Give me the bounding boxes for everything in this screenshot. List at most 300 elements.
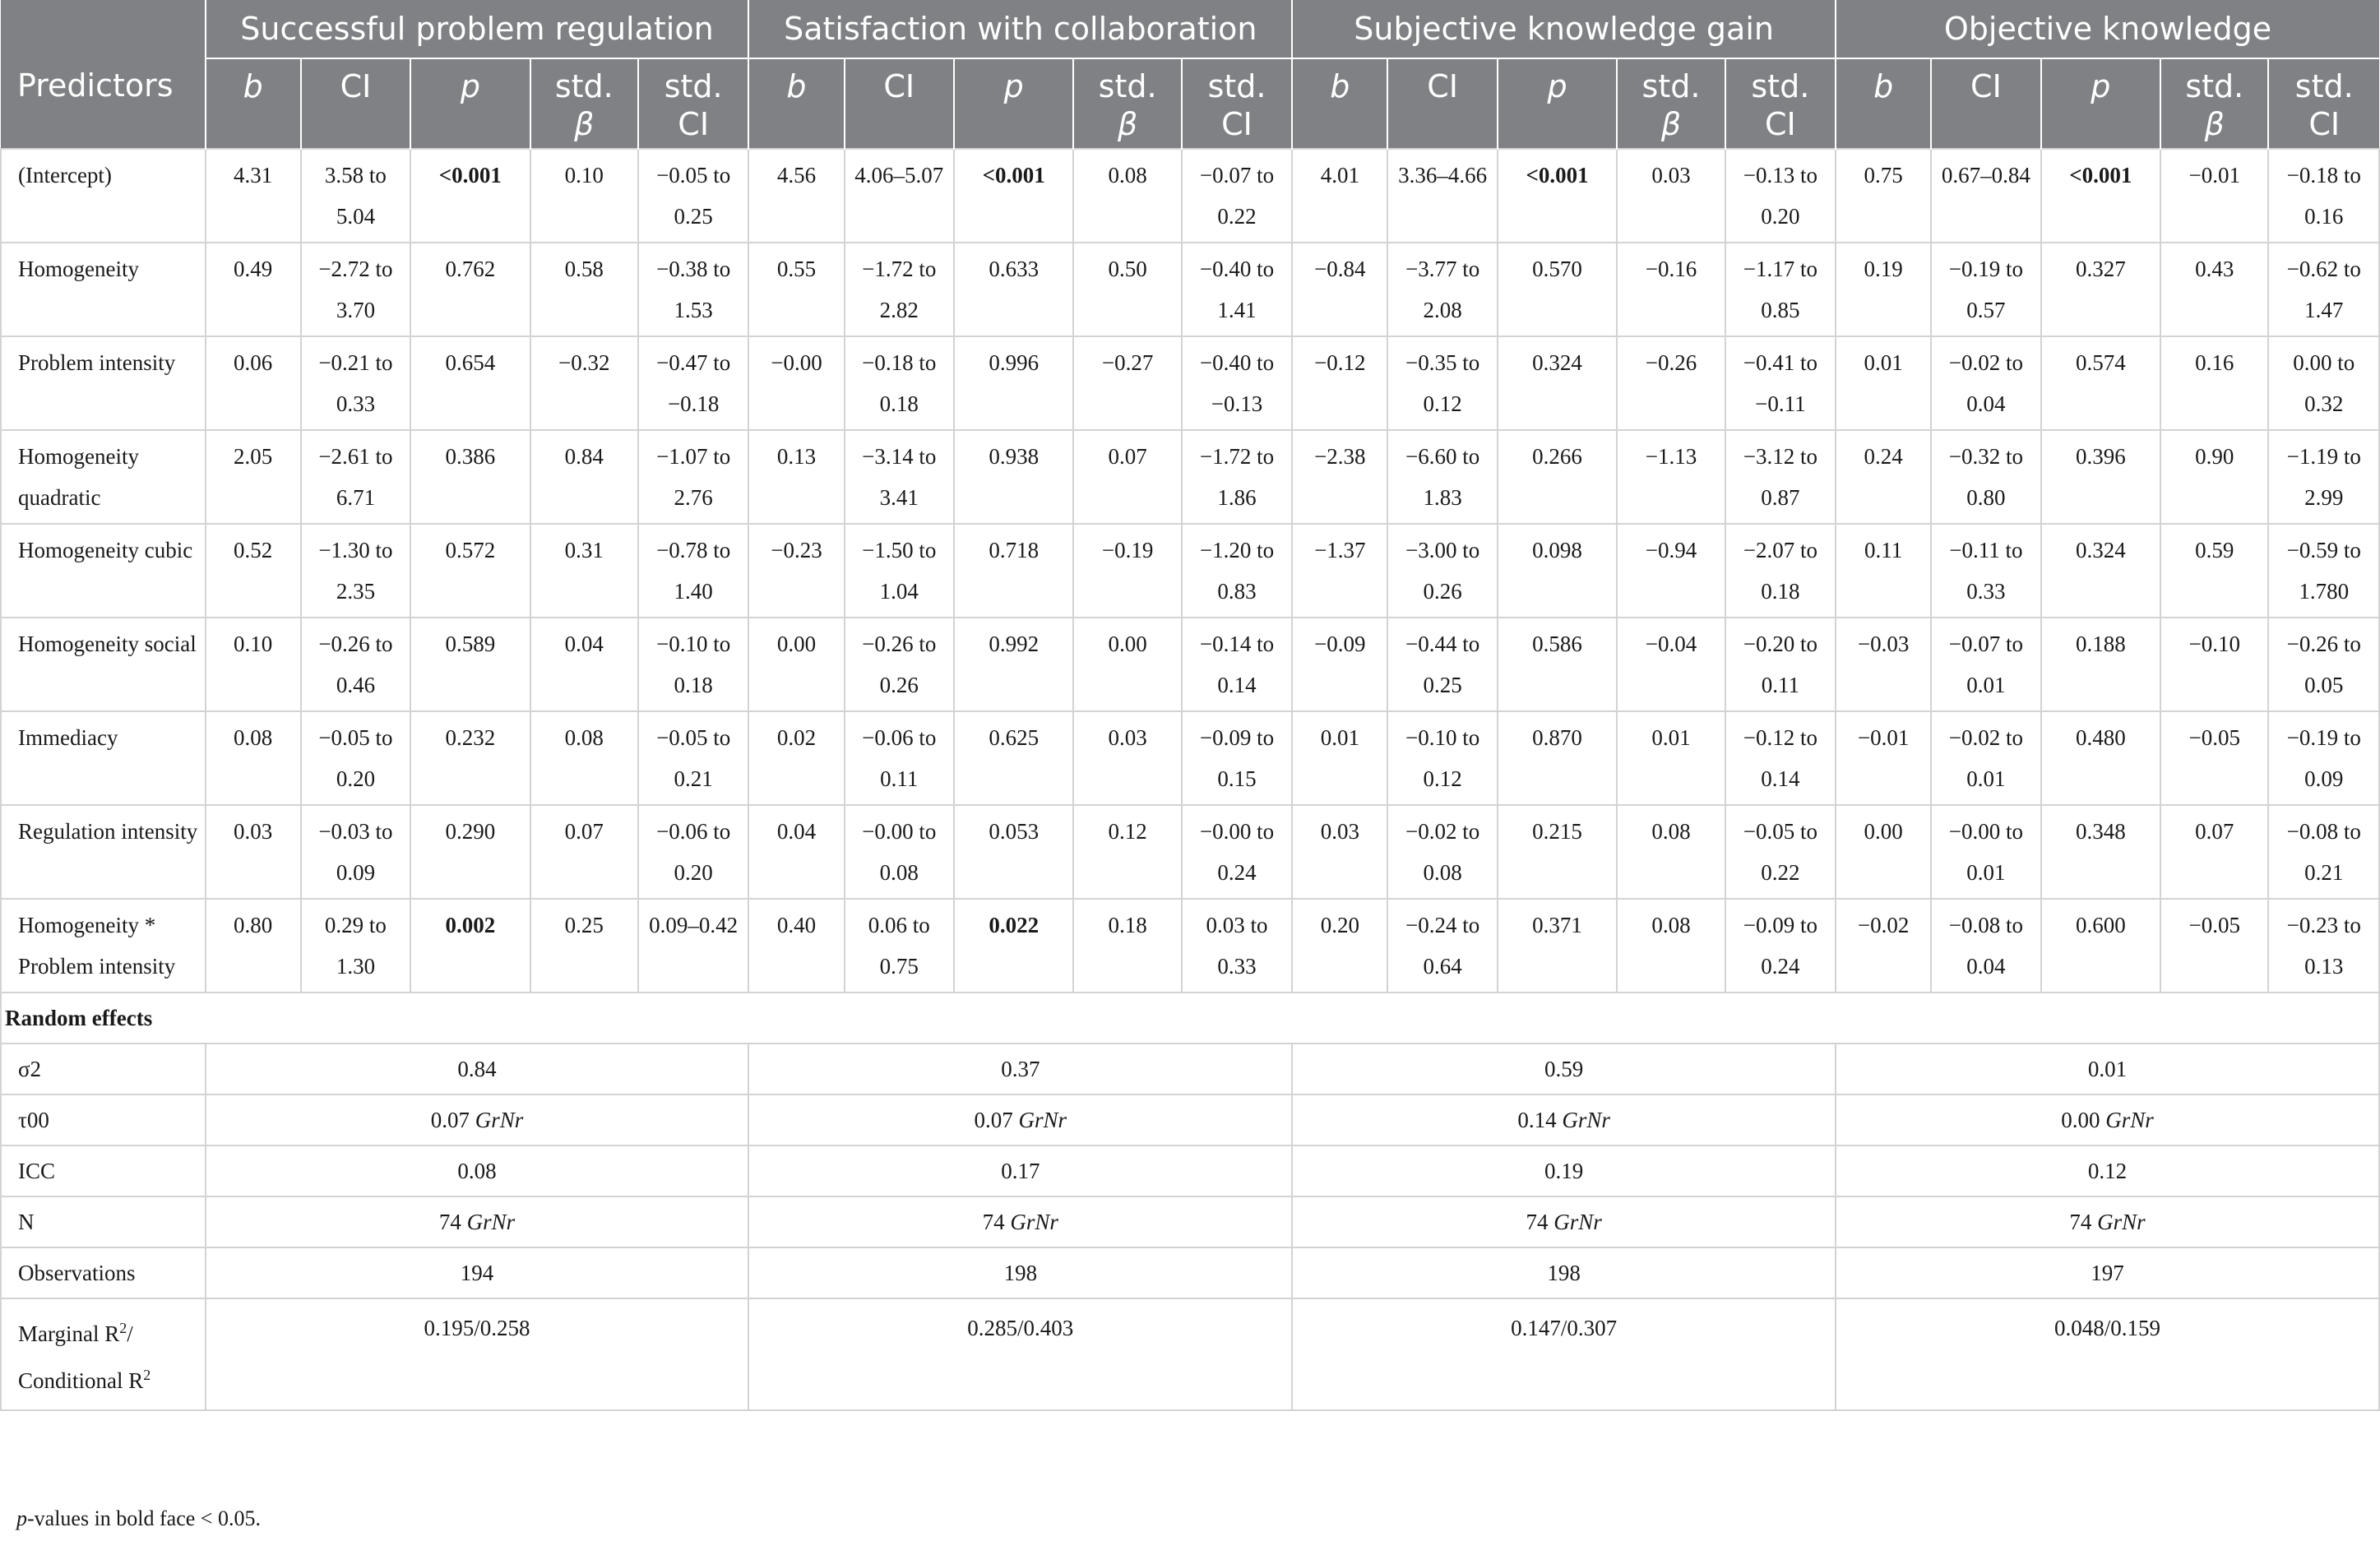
table-cell: 0.053 bbox=[954, 805, 1074, 899]
table-cell: 0.10 bbox=[206, 618, 301, 711]
row-label: N bbox=[1, 1196, 206, 1247]
table-cell: −1.20 to 0.83 bbox=[1182, 524, 1292, 618]
table-cell: 0.215 bbox=[1498, 805, 1618, 899]
r-squared-cell: 0.048/0.159 bbox=[1836, 1298, 2379, 1410]
table-cell: 0.07 bbox=[530, 805, 638, 899]
table-row bbox=[1, 430, 2379, 524]
grouping-suffix: GrNr bbox=[1018, 1108, 1067, 1132]
random-effect-value: 0.37 bbox=[1001, 1057, 1040, 1081]
column-header: p bbox=[2041, 58, 2161, 149]
row-label: (Intercept) bbox=[1, 149, 206, 243]
table-cell: −0.40 to −0.13 bbox=[1182, 336, 1292, 430]
table-cell: 0.01 bbox=[1836, 336, 1931, 430]
random-effect-row bbox=[1, 1247, 2379, 1298]
grouping-suffix: GrNr bbox=[2097, 1210, 2146, 1234]
table-cell: −0.14 to 0.14 bbox=[1182, 618, 1292, 711]
table-cell: 0.06 bbox=[206, 336, 301, 430]
row-label: ICC bbox=[1, 1145, 206, 1196]
random-effect-value: 197 bbox=[2091, 1261, 2124, 1285]
table-cell: 0.06 to 0.75 bbox=[845, 899, 954, 993]
table-cell: −0.02 to 0.04 bbox=[1931, 336, 2040, 430]
group-header-problem-regulation: Successful problem regulation bbox=[206, 0, 749, 58]
column-header: std. CI bbox=[2268, 58, 2379, 149]
table-cell: 0.938 bbox=[954, 430, 1074, 524]
table-cell: 3.36–4.66 bbox=[1387, 149, 1497, 243]
predictors-header: Predictors bbox=[1, 58, 206, 149]
table-cell: −0.05 bbox=[2160, 899, 2268, 993]
table-cell: −2.61 to 6.71 bbox=[301, 430, 410, 524]
header-row-columns bbox=[1, 58, 2379, 149]
table-cell: −0.47 to −0.18 bbox=[638, 336, 748, 430]
table-cell: 0.40 bbox=[748, 899, 844, 993]
table-cell: 0.55 bbox=[748, 243, 844, 336]
table-cell: 0.589 bbox=[410, 618, 530, 711]
table-footnote bbox=[16, 1506, 261, 1531]
group-header-satisfaction: Satisfaction with collaboration bbox=[748, 0, 1292, 58]
table-cell: −0.62 to 1.47 bbox=[2268, 243, 2379, 336]
table-cell: −3.14 to 3.41 bbox=[845, 430, 954, 524]
random-effect-row bbox=[1, 1044, 2379, 1094]
grouping-suffix: GrNr bbox=[1010, 1210, 1058, 1234]
table-cell: −3.77 to 2.08 bbox=[1387, 243, 1497, 336]
table-cell: 0.08 bbox=[206, 711, 301, 805]
table-cell: 0.00 bbox=[748, 618, 844, 711]
random-effect-cell bbox=[1836, 1196, 2379, 1247]
table-cell: −0.32 to 0.80 bbox=[1931, 430, 2040, 524]
table-cell: −0.07 to 0.22 bbox=[1182, 149, 1292, 243]
table-cell: −0.94 bbox=[1617, 524, 1725, 618]
table-cell: −1.07 to 2.76 bbox=[638, 430, 748, 524]
table-cell: −0.44 to 0.25 bbox=[1387, 618, 1497, 711]
table-cell: 0.01 bbox=[1292, 711, 1387, 805]
column-header: CI bbox=[1931, 58, 2040, 149]
column-header: std. β bbox=[530, 58, 638, 149]
random-effect-cell bbox=[1836, 1247, 2379, 1298]
table-cell: 0.098 bbox=[1498, 524, 1618, 618]
table-cell: −1.72 to 1.86 bbox=[1182, 430, 1292, 524]
table-cell: 0.12 bbox=[1073, 805, 1181, 899]
random-effect-value: 74 bbox=[982, 1210, 1005, 1234]
random-effect-value: 194 bbox=[460, 1261, 494, 1285]
table-cell: 0.02 bbox=[748, 711, 844, 805]
random-effect-row bbox=[1, 1094, 2379, 1145]
table-cell: 0.324 bbox=[2041, 524, 2161, 618]
table-cell: −0.20 to 0.11 bbox=[1725, 618, 1836, 711]
random-effect-row bbox=[1, 1145, 2379, 1196]
grouping-suffix: GrNr bbox=[1562, 1108, 1610, 1132]
table-cell: −1.30 to 2.35 bbox=[301, 524, 410, 618]
group-header-objective-knowledge: Objective knowledge bbox=[1836, 0, 2379, 58]
r-squared-cell: 0.285/0.403 bbox=[748, 1298, 1292, 1410]
table-row bbox=[1, 149, 2379, 243]
random-effects-header-row bbox=[1, 993, 2379, 1044]
table-cell: −0.32 bbox=[530, 336, 638, 430]
table-cell: −0.59 to 1.780 bbox=[2268, 524, 2379, 618]
table-cell: −0.27 bbox=[1073, 336, 1181, 430]
random-effect-value: 0.12 bbox=[2087, 1159, 2128, 1183]
row-label: Immediacy bbox=[1, 711, 206, 805]
random-effect-value: 74 bbox=[438, 1210, 461, 1234]
column-header: b bbox=[748, 58, 844, 149]
table-cell: 4.31 bbox=[206, 149, 301, 243]
table-cell: −0.26 to 0.46 bbox=[301, 618, 410, 711]
random-effect-cell bbox=[748, 1145, 1292, 1196]
table-cell: −0.40 to 1.41 bbox=[1182, 243, 1292, 336]
table-cell: 0.07 bbox=[1073, 430, 1181, 524]
table-cell: 0.762 bbox=[410, 243, 530, 336]
random-effect-row bbox=[1, 1196, 2379, 1247]
random-effect-value: 0.84 bbox=[457, 1057, 497, 1081]
table-cell: 3.58 to 5.04 bbox=[301, 149, 410, 243]
table-cell: −3.12 to 0.87 bbox=[1725, 430, 1836, 524]
table-cell: −0.09 bbox=[1292, 618, 1387, 711]
row-label: σ2 bbox=[1, 1044, 206, 1094]
r-squared-label: Marginal $R^2/$ Conditional $R^2$ bbox=[1, 1298, 206, 1410]
random-effect-cell bbox=[206, 1044, 749, 1094]
table-cell: 0.31 bbox=[530, 524, 638, 618]
row-label: Homogeneity quadratic bbox=[1, 430, 206, 524]
table-cell: −0.06 to 0.20 bbox=[638, 805, 748, 899]
random-effect-cell bbox=[748, 1196, 1292, 1247]
table-cell: 0.08 bbox=[1073, 149, 1181, 243]
table-cell: <0.001 bbox=[2041, 149, 2161, 243]
table-cell: −0.05 bbox=[2160, 711, 2268, 805]
table-cell: 0.002 bbox=[410, 899, 530, 993]
table-cell: −2.38 bbox=[1292, 430, 1387, 524]
table-cell: 0.396 bbox=[2041, 430, 2161, 524]
row-label: Homogeneity cubic bbox=[1, 524, 206, 618]
row-label: Observations bbox=[1, 1247, 206, 1298]
table-cell: 0.03 bbox=[1617, 149, 1725, 243]
row-label: Homogeneity bbox=[1, 243, 206, 336]
table-cell: 0.80 bbox=[206, 899, 301, 993]
table-cell: −0.21 to 0.33 bbox=[301, 336, 410, 430]
r-squared-cell: 0.147/0.307 bbox=[1292, 1298, 1836, 1410]
table-cell: 0.00 bbox=[1073, 618, 1181, 711]
table-cell: −1.50 to 1.04 bbox=[845, 524, 954, 618]
table-cell: −0.02 bbox=[1836, 899, 1931, 993]
table-cell: −0.01 bbox=[1836, 711, 1931, 805]
table-cell: −0.08 to 0.04 bbox=[1931, 899, 2040, 993]
table-cell: −2.72 to 3.70 bbox=[301, 243, 410, 336]
table-cell: 0.08 bbox=[530, 711, 638, 805]
table-cell: −0.19 to 0.57 bbox=[1931, 243, 2040, 336]
table-cell: −0.35 to 0.12 bbox=[1387, 336, 1497, 430]
table-cell: 0.75 bbox=[1836, 149, 1931, 243]
grouping-suffix: GrNr bbox=[475, 1108, 524, 1132]
grouping-suffix: GrNr bbox=[466, 1210, 516, 1234]
table-cell: −0.23 bbox=[748, 524, 844, 618]
table-cell: −0.05 to 0.25 bbox=[638, 149, 748, 243]
column-header: CI bbox=[845, 58, 954, 149]
table-cell: 0.19 bbox=[1836, 243, 1931, 336]
table-row bbox=[1, 805, 2379, 899]
table-cell: −2.07 to 0.18 bbox=[1725, 524, 1836, 618]
column-header: b bbox=[1836, 58, 1931, 149]
table-cell: <0.001 bbox=[954, 149, 1074, 243]
table-cell: 0.386 bbox=[410, 430, 530, 524]
table-cell: 0.90 bbox=[2160, 430, 2268, 524]
random-effect-cell bbox=[748, 1247, 1292, 1298]
table-cell: 0.654 bbox=[410, 336, 530, 430]
table-cell: −0.38 to 1.53 bbox=[638, 243, 748, 336]
table-cell: 0.266 bbox=[1498, 430, 1618, 524]
random-effect-cell bbox=[1292, 1196, 1836, 1247]
table-cell: 0.188 bbox=[2041, 618, 2161, 711]
table-cell: −0.00 bbox=[748, 336, 844, 430]
table-cell: −1.72 to 2.82 bbox=[845, 243, 954, 336]
table-cell: 0.13 bbox=[748, 430, 844, 524]
table-cell: 4.56 bbox=[748, 149, 844, 243]
table-cell: 0.50 bbox=[1073, 243, 1181, 336]
table-cell: −0.06 to 0.11 bbox=[845, 711, 954, 805]
table-cell: −0.26 to 0.26 bbox=[845, 618, 954, 711]
row-label: Problem intensity bbox=[1, 336, 206, 430]
random-effects-label: Random effects bbox=[1, 993, 2379, 1044]
table-cell: −0.08 to 0.21 bbox=[2268, 805, 2379, 899]
table-cell: −0.23 to 0.13 bbox=[2268, 899, 2379, 993]
table-cell: 0.574 bbox=[2041, 336, 2161, 430]
table-cell: −0.24 to 0.64 bbox=[1387, 899, 1497, 993]
table-cell: 0.08 bbox=[1617, 899, 1725, 993]
column-header: std. CI bbox=[638, 58, 748, 149]
random-effect-cell bbox=[748, 1094, 1292, 1145]
table-cell: −0.00 to 0.24 bbox=[1182, 805, 1292, 899]
table-row bbox=[1, 243, 2379, 336]
random-effect-value: 0.07 bbox=[430, 1108, 470, 1132]
r-squared-row bbox=[1, 1298, 2379, 1410]
header-row-groups bbox=[1, 0, 2379, 58]
table-cell: −0.05 to 0.20 bbox=[301, 711, 410, 805]
table-cell: <0.001 bbox=[410, 149, 530, 243]
table-cell: −1.37 bbox=[1292, 524, 1387, 618]
row-label: Regulation intensity bbox=[1, 805, 206, 899]
table-cell: −0.01 bbox=[2160, 149, 2268, 243]
table-cell: −0.04 bbox=[1617, 618, 1725, 711]
table-row bbox=[1, 524, 2379, 618]
table-cell: −0.18 to 0.16 bbox=[2268, 149, 2379, 243]
table-cell: −0.09 to 0.24 bbox=[1725, 899, 1836, 993]
table-cell: 0.25 bbox=[530, 899, 638, 993]
conditional-r2-label: Conditional R bbox=[18, 1368, 144, 1393]
table-cell: −0.07 to 0.01 bbox=[1931, 618, 2040, 711]
table-cell: 0.625 bbox=[954, 711, 1074, 805]
table-cell: −0.84 bbox=[1292, 243, 1387, 336]
table-cell: 4.01 bbox=[1292, 149, 1387, 243]
beta-symbol: β bbox=[2204, 106, 2225, 142]
table-cell: 0.570 bbox=[1498, 243, 1618, 336]
row-label: Homogeneity * Problem intensity bbox=[1, 899, 206, 993]
table-row bbox=[1, 336, 2379, 430]
table-cell: −0.18 to 0.18 bbox=[845, 336, 954, 430]
table-cell: 0.327 bbox=[2041, 243, 2161, 336]
random-effect-value: 198 bbox=[1003, 1261, 1038, 1285]
random-effect-value: 198 bbox=[1547, 1261, 1581, 1285]
table-cell: 0.16 bbox=[2160, 336, 2268, 430]
table-cell: −0.02 to 0.01 bbox=[1931, 711, 2040, 805]
table-cell: −0.12 to 0.14 bbox=[1725, 711, 1836, 805]
table-cell: −0.26 to 0.05 bbox=[2268, 618, 2379, 711]
table-row bbox=[1, 899, 2379, 993]
table-cell: −0.12 bbox=[1292, 336, 1387, 430]
table-row bbox=[1, 618, 2379, 711]
table-cell: 0.600 bbox=[2041, 899, 2161, 993]
table-cell: −0.00 to 0.08 bbox=[845, 805, 954, 899]
table-cell: 0.03 bbox=[1292, 805, 1387, 899]
table-body bbox=[1, 149, 2379, 1410]
random-effect-value: 0.19 bbox=[1544, 1159, 1584, 1183]
table-cell: 0.480 bbox=[2041, 711, 2161, 805]
table-cell: 0.67–0.84 bbox=[1931, 149, 2040, 243]
table-cell: 0.022 bbox=[954, 899, 1074, 993]
header-blank bbox=[1, 0, 206, 58]
table-cell: 0.04 bbox=[530, 618, 638, 711]
random-effect-cell bbox=[1292, 1247, 1836, 1298]
table-cell: −0.26 bbox=[1617, 336, 1725, 430]
table-cell: 0.572 bbox=[410, 524, 530, 618]
table-cell: −3.00 to 0.26 bbox=[1387, 524, 1497, 618]
table-cell: 0.586 bbox=[1498, 618, 1618, 711]
random-effect-value: 0.14 bbox=[1517, 1108, 1557, 1132]
random-effect-value: 0.01 bbox=[2087, 1057, 2128, 1081]
table-cell: 0.992 bbox=[954, 618, 1074, 711]
table-cell: −0.10 bbox=[2160, 618, 2268, 711]
column-header: std. β bbox=[1073, 58, 1181, 149]
table-cell: 0.58 bbox=[530, 243, 638, 336]
r-squared-cell: 0.195/0.258 bbox=[206, 1298, 749, 1410]
table-cell: −0.10 to 0.18 bbox=[638, 618, 748, 711]
random-effect-cell bbox=[206, 1094, 749, 1145]
table-cell: −0.05 to 0.21 bbox=[638, 711, 748, 805]
table-cell: 0.718 bbox=[954, 524, 1074, 618]
grouping-suffix: GrNr bbox=[2105, 1108, 2154, 1132]
column-header: std. CI bbox=[1725, 58, 1836, 149]
random-effect-cell bbox=[1292, 1044, 1836, 1094]
table-cell: 0.232 bbox=[410, 711, 530, 805]
table-cell: 0.290 bbox=[410, 805, 530, 899]
table-cell: 0.59 bbox=[2160, 524, 2268, 618]
beta-symbol: β bbox=[1117, 106, 1138, 142]
random-effect-value: 0.59 bbox=[1544, 1057, 1584, 1081]
table-cell: −1.17 to 0.85 bbox=[1725, 243, 1836, 336]
random-effect-cell bbox=[748, 1044, 1292, 1094]
table-cell: 0.01 bbox=[1617, 711, 1725, 805]
table-cell: 0.00 to 0.32 bbox=[2268, 336, 2379, 430]
table-cell: 0.04 bbox=[748, 805, 844, 899]
column-header: CI bbox=[1387, 58, 1497, 149]
random-effect-cell bbox=[1836, 1044, 2379, 1094]
table-cell: 0.996 bbox=[954, 336, 1074, 430]
table-cell: −0.13 to 0.20 bbox=[1725, 149, 1836, 243]
table-cell: −0.19 to 0.09 bbox=[2268, 711, 2379, 805]
random-effect-value: 0.07 bbox=[974, 1108, 1013, 1132]
table-cell: 0.24 bbox=[1836, 430, 1931, 524]
table-cell: −0.19 bbox=[1073, 524, 1181, 618]
column-header: std. CI bbox=[1182, 58, 1292, 149]
table-cell: −0.02 to 0.08 bbox=[1387, 805, 1497, 899]
table-cell: 0.371 bbox=[1498, 899, 1618, 993]
table-cell: −1.13 bbox=[1617, 430, 1725, 524]
column-header: CI bbox=[301, 58, 410, 149]
table-cell: 0.29 to 1.30 bbox=[301, 899, 410, 993]
row-label: τ00 bbox=[1, 1094, 206, 1145]
table-cell: 0.18 bbox=[1073, 899, 1181, 993]
grouping-suffix: GrNr bbox=[1553, 1210, 1602, 1234]
table-cell: 0.03 bbox=[206, 805, 301, 899]
table-cell: 0.348 bbox=[2041, 805, 2161, 899]
column-header: p bbox=[954, 58, 1074, 149]
table-cell: −1.19 to 2.99 bbox=[2268, 430, 2379, 524]
table-cell: 0.633 bbox=[954, 243, 1074, 336]
column-header: std. β bbox=[1617, 58, 1725, 149]
table-cell: −0.41 to −0.11 bbox=[1725, 336, 1836, 430]
column-header: p bbox=[1498, 58, 1618, 149]
group-header-subjective-knowledge: Subjective knowledge gain bbox=[1292, 0, 1836, 58]
table-cell: −0.09 to 0.15 bbox=[1182, 711, 1292, 805]
table-cell: 0.870 bbox=[1498, 711, 1618, 805]
beta-symbol: β bbox=[1660, 106, 1682, 142]
table-cell: 0.00 bbox=[1836, 805, 1931, 899]
footnote-text: -values in bold face < 0.05. bbox=[27, 1506, 261, 1530]
random-effect-cell bbox=[1292, 1094, 1836, 1145]
table-cell: 2.05 bbox=[206, 430, 301, 524]
random-effect-cell bbox=[206, 1247, 749, 1298]
table-cell: <0.001 bbox=[1498, 149, 1618, 243]
table-cell: 0.49 bbox=[206, 243, 301, 336]
table-cell: 0.03 bbox=[1073, 711, 1181, 805]
random-effect-cell bbox=[206, 1145, 749, 1196]
table-cell: −0.00 to 0.01 bbox=[1931, 805, 2040, 899]
table-cell: 0.324 bbox=[1498, 336, 1618, 430]
table-cell: 0.11 bbox=[1836, 524, 1931, 618]
table-cell: 0.07 bbox=[2160, 805, 2268, 899]
random-effect-value: 0.00 bbox=[2061, 1108, 2100, 1132]
table-cell: 0.52 bbox=[206, 524, 301, 618]
table-cell: −6.60 to 1.83 bbox=[1387, 430, 1497, 524]
table-cell: 0.08 bbox=[1617, 805, 1725, 899]
table-cell: 0.09–0.42 bbox=[638, 899, 748, 993]
footnote-p: p bbox=[16, 1506, 27, 1530]
row-label: Homogeneity social bbox=[1, 618, 206, 711]
random-effect-cell bbox=[1292, 1145, 1836, 1196]
random-effect-cell bbox=[206, 1196, 749, 1247]
random-effect-value: 0.08 bbox=[457, 1159, 497, 1183]
marginal-r2-label: Marginal R bbox=[18, 1321, 120, 1346]
random-effect-cell bbox=[1836, 1094, 2379, 1145]
table-cell: 4.06–5.07 bbox=[845, 149, 954, 243]
table-cell: 0.43 bbox=[2160, 243, 2268, 336]
table-cell: 0.20 bbox=[1292, 899, 1387, 993]
random-effect-value: 74 bbox=[2069, 1210, 2092, 1234]
table-cell: 0.03 to 0.33 bbox=[1182, 899, 1292, 993]
random-effect-value: 74 bbox=[1526, 1210, 1549, 1234]
random-effect-cell bbox=[1836, 1145, 2379, 1196]
table-cell: −0.05 to 0.22 bbox=[1725, 805, 1836, 899]
table-cell: −0.10 to 0.12 bbox=[1387, 711, 1497, 805]
table-cell: 0.84 bbox=[530, 430, 638, 524]
column-header: b bbox=[1292, 58, 1387, 149]
beta-symbol: β bbox=[574, 106, 595, 142]
column-header: std. β bbox=[2160, 58, 2268, 149]
table-cell: −0.16 bbox=[1617, 243, 1725, 336]
random-effect-value: 0.17 bbox=[1001, 1159, 1040, 1183]
table-row bbox=[1, 711, 2379, 805]
table-cell: −0.78 to 1.40 bbox=[638, 524, 748, 618]
column-header: p bbox=[410, 58, 530, 149]
table-cell: −0.11 to 0.33 bbox=[1931, 524, 2040, 618]
table-cell: −0.03 to 0.09 bbox=[301, 805, 410, 899]
table-cell: −0.03 bbox=[1836, 618, 1931, 711]
